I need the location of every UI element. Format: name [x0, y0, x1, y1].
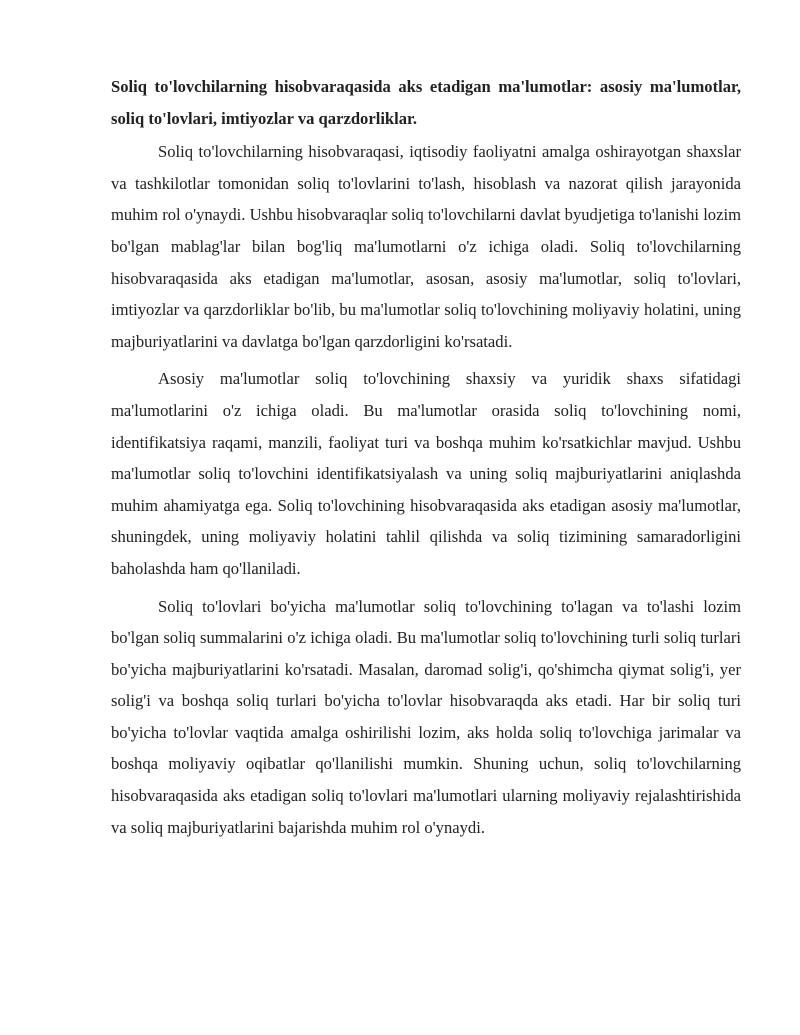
paragraph-intro: Soliq to'lovchilarning hisobvaraqasi, iqtisodiy faoliyatni amalga oshirayotgan shaxslar va tashkilotlar tomonidan soliq to'lovlarini to'lash, hisoblash va nazorat qilish jarayonida muhim rol o'ynaydi. Ushbu hisobvaraqlar soliq to'lovchilarni davlat byudjetiga to'lanishi lozim bo'lgan mablag'lar bilan bog'liq ma'lumotlarni o'z ichiga oladi. Soliq to'lovchilarning hisobvaraqasida aks etadigan ma'lumotlar, asosan, asosiy ma'lumotlar, soliq to'lovlari, imtiyozlar va qarzdorliklar bo'lib, bu ma'lumotlar soliq to'lovchining moliyaviy holatini, uning majburiyatlarini va davlatga bo'lgan qarzdorligini ko'rsatadi.: [111, 142, 741, 351]
paragraph-basic-info: Asosiy ma'lumotlar soliq to'lovchining shaxsiy va yuridik shaxs sifatidagi ma'lumotlarini o'z ichiga oladi. Bu ma'lumotlar orasida soliq to'lovchining nomi, identifikatsiya raqami, manzili, faoliyat turi va boshqa muhim ko'rsatkichlar mavjud. Ushbu ma'lumotlar soliq to'lovchini identifikatsiyalash va uning soliq majburiyatlarini aniqlashda muhim ahamiyatga ega. Soliq to'lovchining hisobvaraqasida aks etadigan asosiy ma'lumotlar, shuningdek, uning moliyaviy holatini tahlil qilishda va soliq tizimining samaradorligini baholashda ham qo'llaniladi.: [111, 369, 741, 578]
document-page: [111, 71, 741, 849]
document-heading: Soliq to'lovchilarning hisobvaraqasida aks etadigan ma'lumotlar: asosiy ma'lumotlar, soliq to'lovlari, imtiyozlar va qarzdorliklar.: [111, 77, 741, 128]
paragraph-tax-payments: Soliq to'lovlari bo'yicha ma'lumotlar soliq to'lovchining to'lagan va to'lashi lozim bo'lgan soliq summalarini o'z ichiga oladi. Bu ma'lumotlar soliq to'lovchining turli soliq turlari bo'yicha majburiyatlarini ko'rsatadi. Masalan, daromad solig'i, qo'shimcha qiymat solig'i, yer solig'i va boshqa soliq turlari bo'yicha to'lovlar hisobvaraqda aks etadi. Har bir soliq turi bo'yicha to'lovlar vaqtida amalga oshirilishi lozim, aks holda soliq to'lovchiga jarimalar va boshqa moliyaviy oqibatlar qo'llanilishi mumkin. Shuning uchun, soliq to'lovchilarning hisobvaraqasida aks etadigan soliq to'lovlari ma'lumotlari ularning moliyaviy rejalashtirishida va soliq majburiyatlarini bajarishda muhim rol o'ynaydi.: [111, 596, 741, 837]
